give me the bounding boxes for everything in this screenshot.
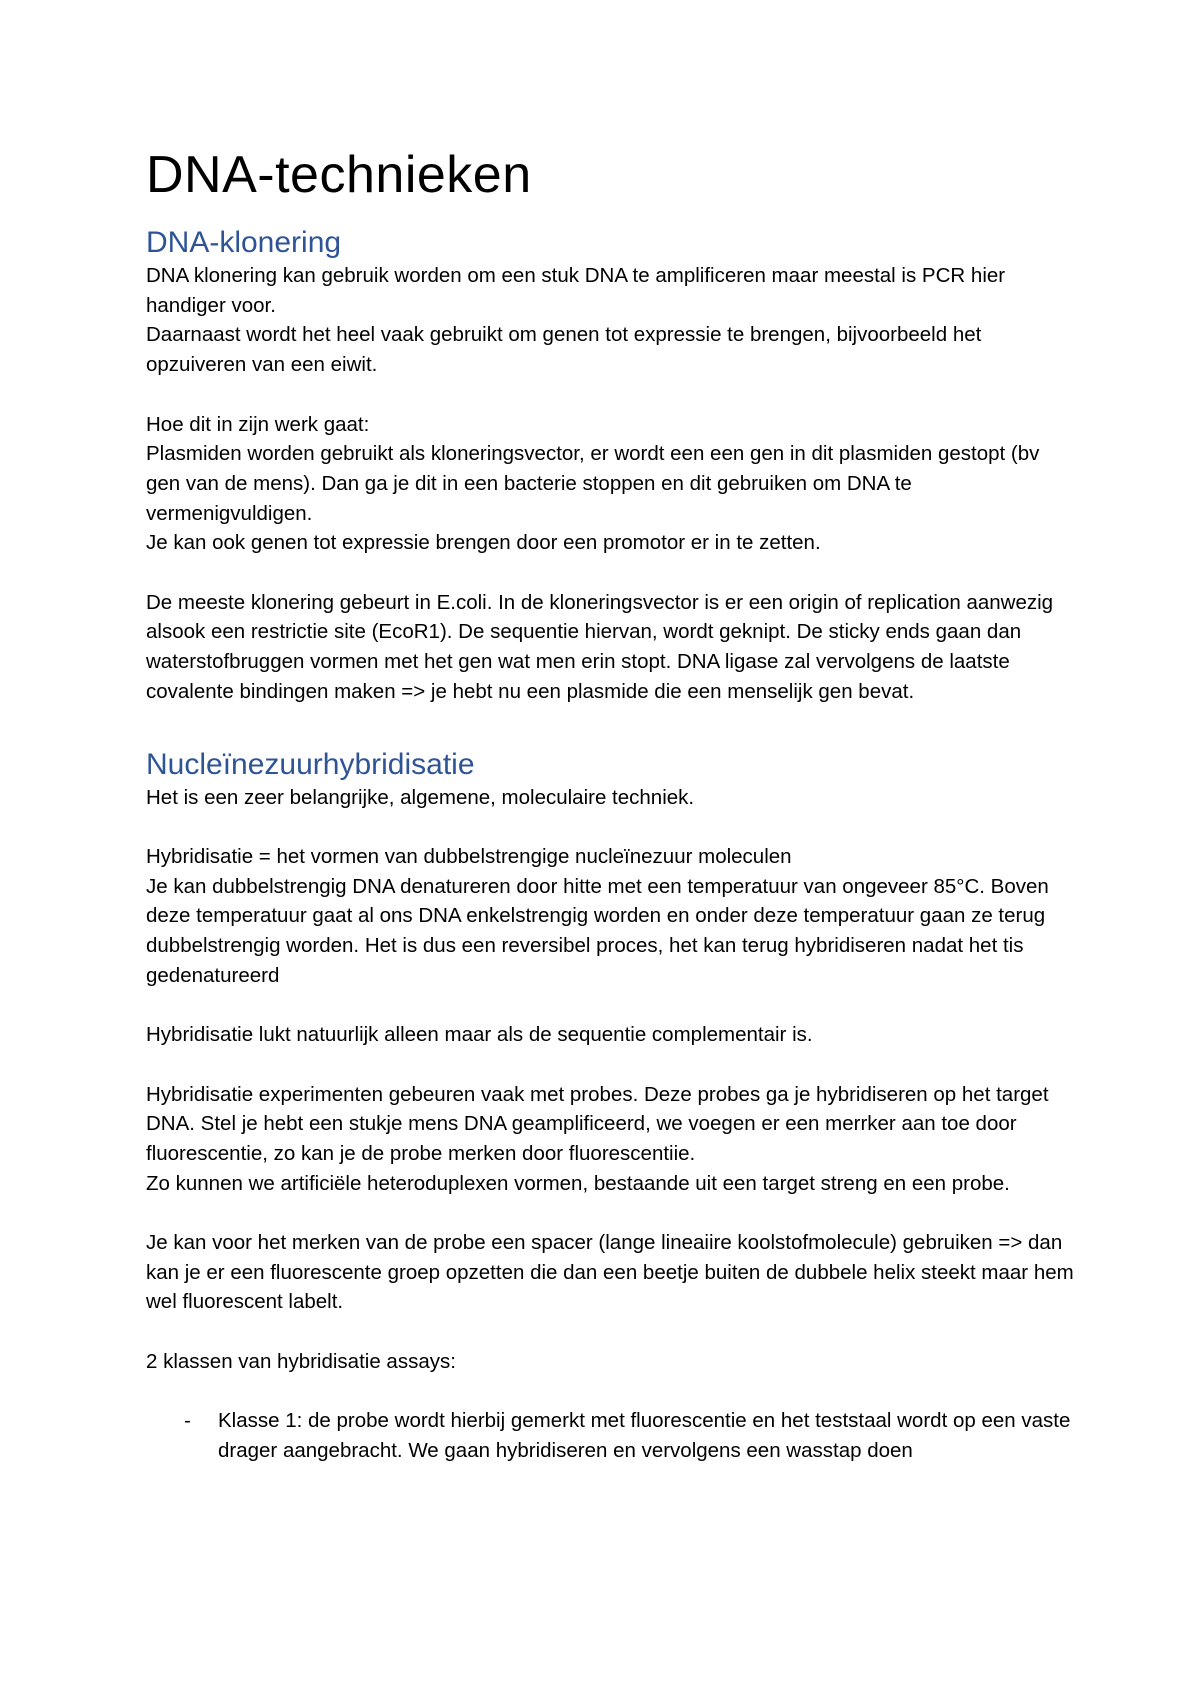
- paragraph: Hoe dit in zijn werk gaat:: [146, 412, 370, 436]
- paragraph: DNA klonering kan gebruik worden om een stuk DNA te amplificeren maar meestal is PCR hier handiger voor.: [146, 264, 1006, 317]
- list-item: [146, 1406, 1076, 1465]
- paragraph: Hybridisatie experimenten gebeuren vaak met probes. Deze probes ga je hybridiseren op het target DNA. Stel je hebt een stukje mens DNA geamplificeerd, we voegen er een merrker aan toe door fluorescentie, zo kan je de probe merken door fluorescentiie.: [146, 1082, 1049, 1165]
- list-item-text: Klasse 1: de probe wordt hierbij gemerkt met fluorescentie en het teststaal wordt op een vaste drager aangebracht. We gaan hybridiseren en vervolgens een wasstap doen: [218, 1409, 1071, 1462]
- paragraph-spacer: [146, 812, 1076, 842]
- paragraph-spacer: [146, 990, 1076, 1020]
- paragraph: Hybridisatie = het vormen van dubbelstrengige nucleïnezuur moleculen: [146, 844, 792, 868]
- paragraph: De meeste klonering gebeurt in E.coli. In de kloneringsvector is er een origin of replication aanwezig alsook een restrictie site (EcoR1). De sequentie hiervan, wordt geknipt. De sticky ends gaan dan waterstofbruggen vormen met het gen wat men erin stopt. DNA ligase zal vervolgens de laatste covalente bindingen maken => je hebt nu een plasmide die een menselijk gen bevat.: [146, 590, 1054, 703]
- paragraph: Daarnaast wordt het heel vaak gebruikt om genen tot expressie te brengen, bijvoorbeeld het opzuiveren van een eiwit.: [146, 323, 982, 377]
- hybridisation-assay-list: [146, 1406, 1076, 1465]
- paragraph: Het is een zeer belangrijke, algemene, moleculaire techniek.: [146, 785, 695, 809]
- paragraph-spacer: [146, 1050, 1076, 1080]
- paragraph: Je kan voor het merken van de probe een spacer (lange lineaiire koolstofmolecule) gebruiken => dan kan je er een fluorescente groep opzetten die dan een beetje buiten de dubbele helix steekt maar hem wel fluorescent labelt.: [146, 1231, 1074, 1314]
- paragraph-spacer: [146, 380, 1076, 410]
- paragraph: 2 klassen van hybridisatie assays:: [146, 1349, 456, 1373]
- document-title: DNA-technieken: [146, 146, 532, 204]
- paragraph-spacer: [146, 1317, 1076, 1347]
- paragraph-spacer: [146, 1198, 1076, 1228]
- paragraph: Plasmiden worden gebruikt als kloneringsvector, er wordt een een gen in dit plasmiden gestopt (bv gen van de mens). Dan ga je dit in een bacterie stoppen en dit gebruiken om DNA te vermenigvuldigen.: [146, 442, 1040, 525]
- section-heading-nucleinezuurhybridisatie: Nucleïnezuurhybridisatie: [146, 747, 475, 781]
- section-heading-dna-klonering: DNA-klonering: [146, 226, 342, 259]
- bullet-dash: -: [184, 1409, 191, 1433]
- paragraph-spacer: [146, 558, 1076, 588]
- paragraph: Zo kunnen we artificiële heteroduplexen vormen, bestaande uit een target streng en een probe.: [146, 1171, 1010, 1195]
- document-content: [146, 143, 1076, 1466]
- paragraph: Hybridisatie lukt natuurlijk alleen maar als de sequentie complementair is.: [146, 1023, 813, 1047]
- paragraph: Je kan dubbelstrengig DNA denatureren door hitte met een temperatuur van ongeveer 85°C. Boven deze temperatuur gaat al ons DNA enkelstrengig worden en onder deze temperatuur gaan ze terug dubbelstrengig worden. Het is dus een reversibel proces, het kan terug hybridiseren nadat het tis gedenatureerd: [146, 874, 1049, 987]
- paragraph-spacer: [146, 1377, 1076, 1407]
- paragraph: Je kan ook genen tot expressie brengen door een promotor er in te zetten.: [146, 531, 821, 555]
